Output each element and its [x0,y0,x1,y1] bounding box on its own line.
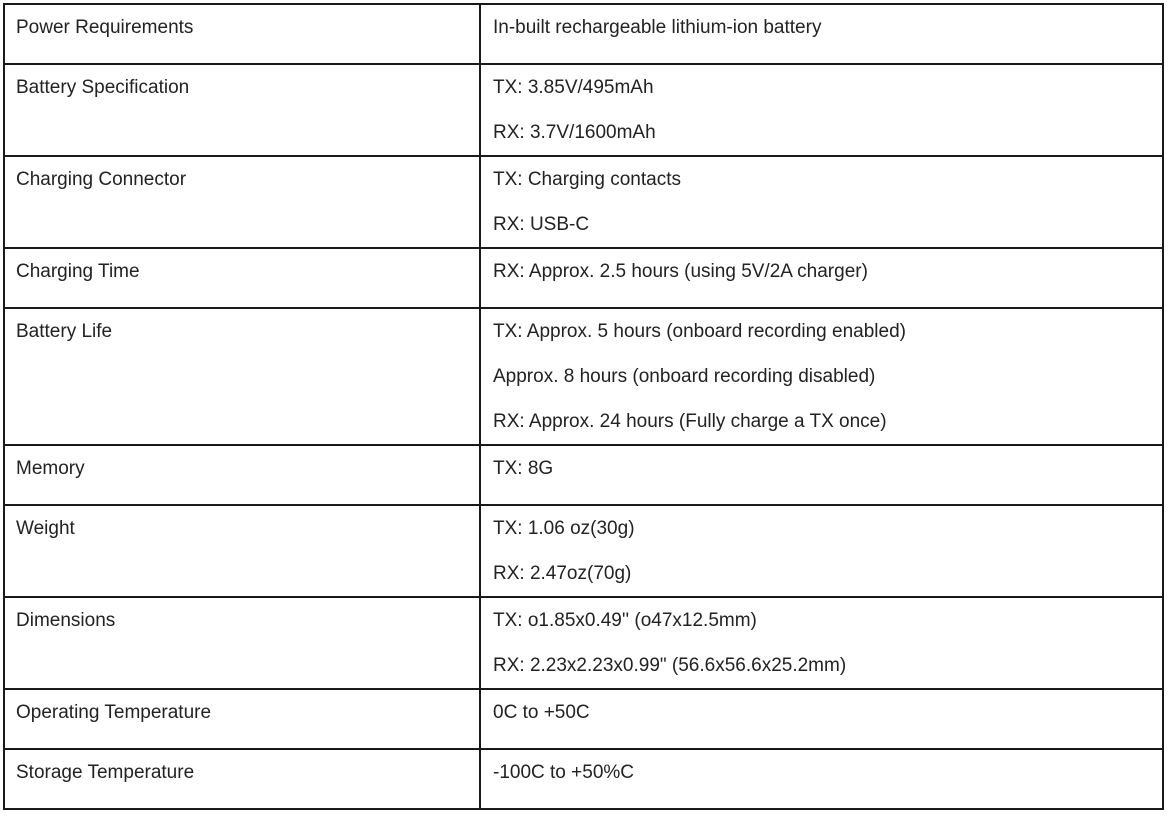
spec-label-cell [4,749,480,809]
table-row [4,308,1163,445]
spec-value-cell [480,308,1163,445]
spec-value: -100C to +50%C [493,762,634,783]
spec-label-cell [4,445,480,505]
spec-value-cell [480,505,1163,597]
spec-value: TX: 3.85V/495mAh [493,77,654,98]
spec-label-cell [4,4,480,64]
spec-value-cell [480,597,1163,689]
spec-value: Approx. 8 hours (onboard recording disabled) [493,366,876,387]
spec-label: Weight [16,518,75,539]
spec-label: Operating Temperature [16,702,212,723]
table-row [4,64,1163,156]
spec-label-cell [4,156,480,248]
spec-value: RX: 3.7V/1600mAh [493,122,656,143]
spec-value-cell [480,64,1163,156]
table-row [4,248,1163,308]
spec-label-cell [4,64,480,156]
spec-value-cell [480,156,1163,248]
spec-label-cell [4,308,480,445]
spec-value-cell [480,689,1163,749]
table-row [4,156,1163,248]
spec-label: Battery Specification [16,77,190,98]
spec-label: Power Requirements [16,17,194,38]
spec-label: Memory [16,458,85,479]
spec-value: RX: Approx. 2.5 hours (using 5V/2A charger) [493,261,868,282]
spec-value: RX: 2.47oz(70g) [493,563,632,584]
spec-label: Dimensions [16,610,116,631]
table-row [4,689,1163,749]
table-row [4,4,1163,64]
table-row [4,505,1163,597]
spec-value-cell [480,248,1163,308]
spec-label-cell [4,689,480,749]
spec-label-cell [4,597,480,689]
spec-value-cell [480,4,1163,64]
spec-label: Charging Connector [16,169,187,190]
spec-value: TX: 8G [493,458,554,479]
spec-value-cell [480,749,1163,809]
spec-value: RX: 2.23x2.23x0.99" (56.6x56.6x25.2mm) [493,655,847,676]
spec-label: Charging Time [16,261,140,282]
table-row [4,749,1163,809]
spec-label: Storage Temperature [16,762,195,783]
spec-value: TX: Approx. 5 hours (onboard recording enabled) [493,321,906,342]
table-row [4,597,1163,689]
table-row [4,445,1163,505]
spec-value: RX: USB-C [493,214,590,235]
spec-value: RX: Approx. 24 hours (Fully charge a TX once) [493,411,887,432]
spec-value: In-built rechargeable lithium-ion battery [493,17,822,38]
spec-label-cell [4,248,480,308]
spec-label-cell [4,505,480,597]
spec-label: Battery Life [16,321,113,342]
spec-value: TX: 1.06 oz(30g) [493,518,635,539]
spec-value: 0C to +50C [493,702,590,723]
spec-value: TX: Charging contacts [493,169,681,190]
spec-value-cell [480,445,1163,505]
spec-value: TX: o1.85x0.49'' (o47x12.5mm) [493,610,757,631]
spec-table [3,3,1164,810]
